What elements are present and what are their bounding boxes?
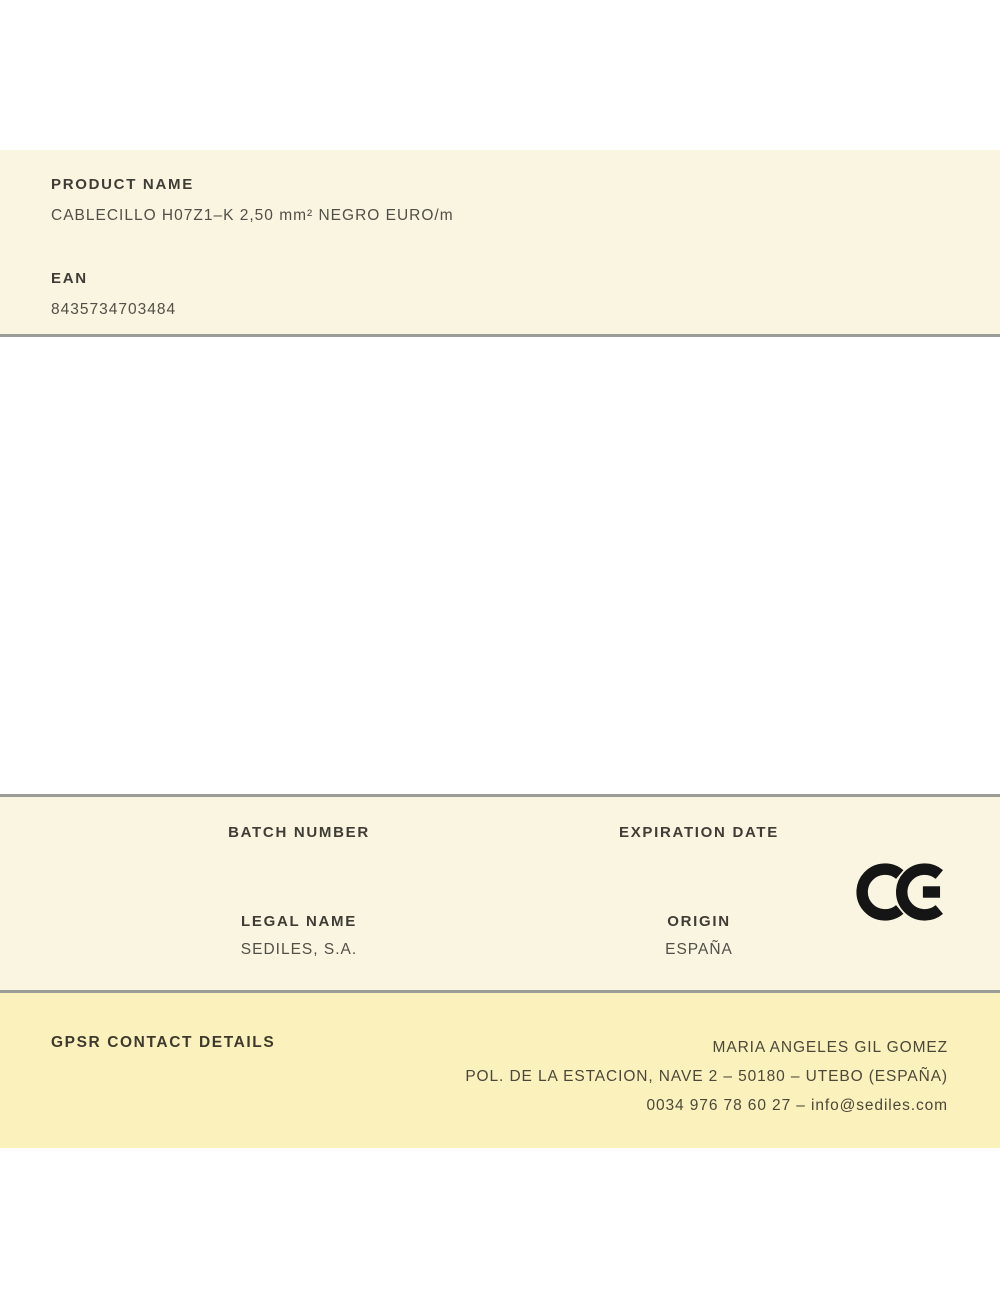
batch-section [0, 794, 1000, 993]
ean-label: EAN [51, 270, 88, 287]
batch-number-label: BATCH NUMBER [228, 824, 370, 841]
origin-value: ESPAÑA [665, 941, 733, 958]
ean-value: 8435734703484 [51, 301, 177, 318]
product-name-field [51, 175, 949, 225]
ean-field [51, 269, 949, 319]
gpsr-contact-block [465, 1033, 948, 1120]
product-section [0, 150, 1000, 337]
gpsr-contact-name: MARIA ANGELES GIL GOMEZ [712, 1039, 948, 1056]
ce-mark-icon [856, 859, 944, 925]
product-name-value: CABLECILLO H07Z1–K 2,50 mm² NEGRO EURO/m [51, 207, 454, 224]
legal-name-value: SEDILES, S.A. [240, 941, 358, 958]
product-name-label: PRODUCT NAME [51, 176, 194, 193]
legal-name-label: LEGAL NAME [241, 913, 357, 930]
gpsr-section [0, 993, 1000, 1148]
gpsr-contact-details-label: GPSR CONTACT DETAILS [51, 1034, 276, 1051]
gpsr-contact-address: POL. DE LA ESTACION, NAVE 2 – 50180 – UTEBO (ESPAÑA) [465, 1068, 948, 1085]
gpsr-contact-phone-email: 0034 976 78 60 27 – info@sediles.com [646, 1097, 948, 1114]
origin-label: ORIGIN [667, 913, 731, 930]
expiration-date-label: EXPIRATION DATE [619, 824, 779, 841]
